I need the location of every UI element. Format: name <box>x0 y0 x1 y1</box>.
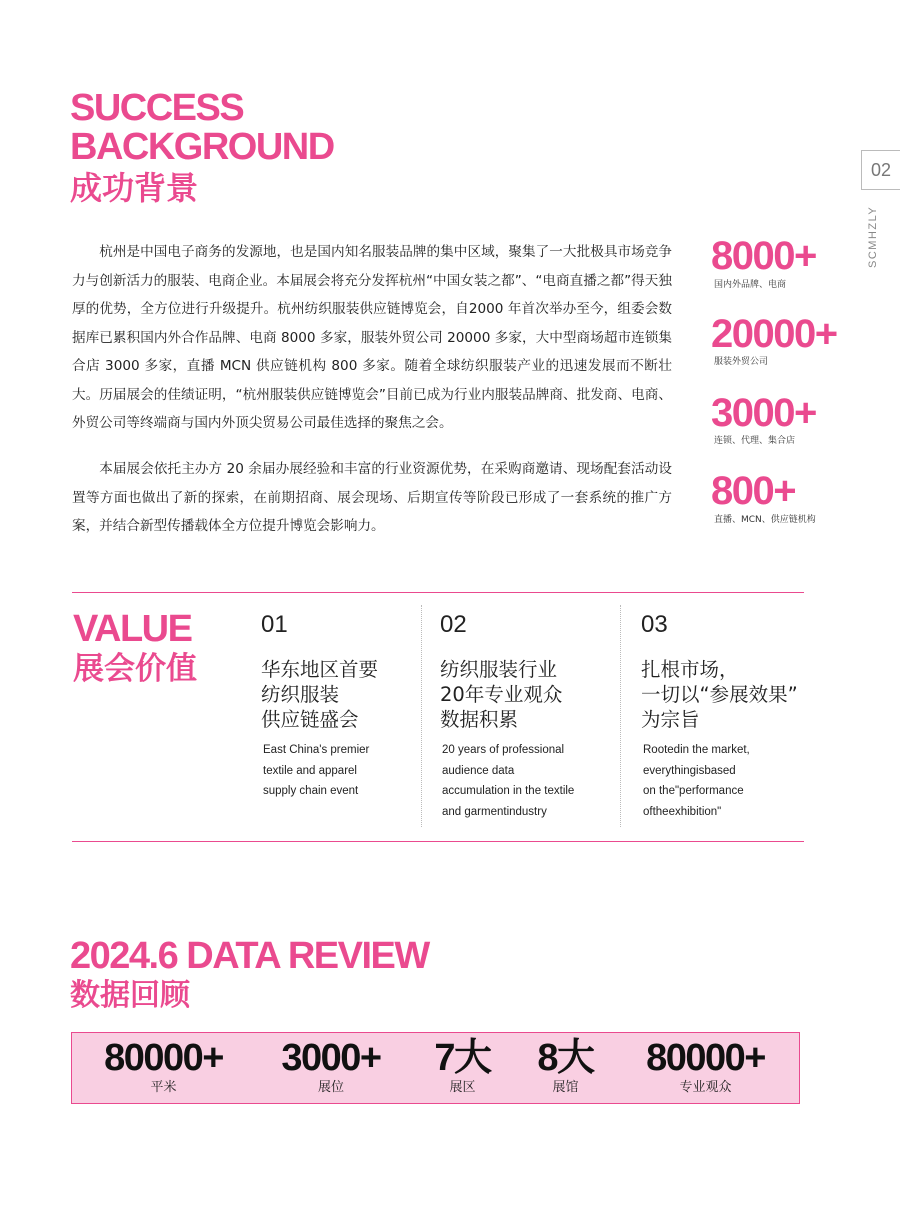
stat-chain-label: 连锁、代理、集合店 <box>714 436 796 446</box>
review-area-label: 平米 <box>150 1080 177 1095</box>
review-halls-label: 展馆 <box>552 1080 579 1095</box>
side-code-label: SCMHZLY <box>867 205 879 269</box>
stat-brands-label: 国内外品牌、电商 <box>714 280 787 290</box>
review-title-zh: 数据回顾 <box>70 978 190 1013</box>
review-zones-label: 展区 <box>449 1080 476 1095</box>
value-item-2-title: 纺织服装行业 20年专业观众 数据积累 <box>440 658 563 731</box>
stat-trade-value: 20000+ <box>711 312 837 356</box>
page-number: 02 <box>870 159 892 180</box>
stat-trade-label: 服装外贸公司 <box>714 357 769 367</box>
review-booths-label: 展位 <box>317 1080 344 1095</box>
value-bottom-rule <box>72 841 804 842</box>
value-divider-1 <box>421 605 422 827</box>
review-visitors-value: 80000+ <box>646 1037 765 1079</box>
value-item-2-number: 02 <box>440 611 467 638</box>
value-item-3-title: 扎根市场， 一切以“参展效果” 为宗旨 <box>641 658 798 731</box>
page-number-tab <box>861 150 900 190</box>
success-paragraph-2: 本届展会依托主办方 20 余届办展经验和丰富的行业资源优势，在采购商邀请、现场配套活动设置等方面也做出了新的探索，在前期招商、展会现场、后期宣传等阶段已形成了一套系统的推广方案，并结合新型传播载体全方位提升博览会影响力。 <box>72 461 672 534</box>
value-item-1-number: 01 <box>261 611 288 638</box>
success-paragraph-1: 杭州是中国电子商务的发源地，也是国内知名服装品牌的集中区域，聚集了一大批极具市场竞争力与创新活力的服装、电商企业。本届展会将充分发挥杭州“中国女装之都”、“电商直播之都”得天独厚的优势，全方位进行升级提升。杭州纺织服装供应链博览会，自2000 年首次举办至今，组委会数据库已累积国内外合作品牌、电商 8000 多家，服装外贸公司 20000 多家，大中型商场超市连锁集合店 3000 多家，直播 MCN 供应链机构 800 多家。随着全球纺织服装产业的迅速发展而不断壮大。历届展会的佳绩证明，“杭州服装供应链博览会”目前已成为行业内服装品牌商、批发商、电商、外贸公司等终端商与国内外顶尖贸易公司最佳选择的聚焦之会。 <box>72 244 672 431</box>
value-item-2-desc: 20 years of professional audience data accumulation in the textile and garmentindustry <box>442 744 575 818</box>
review-area-value: 80000+ <box>104 1037 223 1079</box>
review-item-area <box>92 1036 235 1096</box>
value-title-zh: 展会价值 <box>73 651 197 687</box>
success-title-zh: 成功背景 <box>70 169 199 207</box>
review-halls-value: 8大 <box>537 1037 594 1079</box>
stat-brands-value: 8000+ <box>711 234 816 278</box>
success-title-en-2: BACKGROUND <box>70 126 334 168</box>
stat-live-label: 直播、MCN、供应链机构 <box>714 515 816 525</box>
review-item-zones <box>425 1036 500 1096</box>
value-divider-2 <box>620 605 621 827</box>
value-title-en: VALUE <box>73 608 192 650</box>
value-top-rule <box>72 592 804 593</box>
stat-live-value: 800+ <box>711 469 796 513</box>
review-booths-value: 3000+ <box>281 1037 381 1079</box>
value-item-1-desc: East China's premier textile and apparel supply chain event <box>263 744 370 797</box>
value-item-3-desc: Rootedin the market, everythingisbased on the"performance oftheexhibition" <box>643 744 750 818</box>
review-item-halls <box>528 1036 603 1096</box>
review-item-booths <box>268 1036 394 1096</box>
stat-chain-value: 3000+ <box>711 391 816 435</box>
value-item-1-title: 华东地区首要 纺织服装 供应链盛会 <box>261 658 379 731</box>
success-title-en-1: SUCCESS <box>70 87 244 129</box>
review-title-en: 2024.6 DATA REVIEW <box>70 935 429 977</box>
review-item-visitors <box>634 1036 777 1096</box>
value-item-3-number: 03 <box>641 611 668 638</box>
review-zones-value: 7大 <box>434 1037 491 1079</box>
review-visitors-label: 专业观众 <box>679 1080 732 1095</box>
